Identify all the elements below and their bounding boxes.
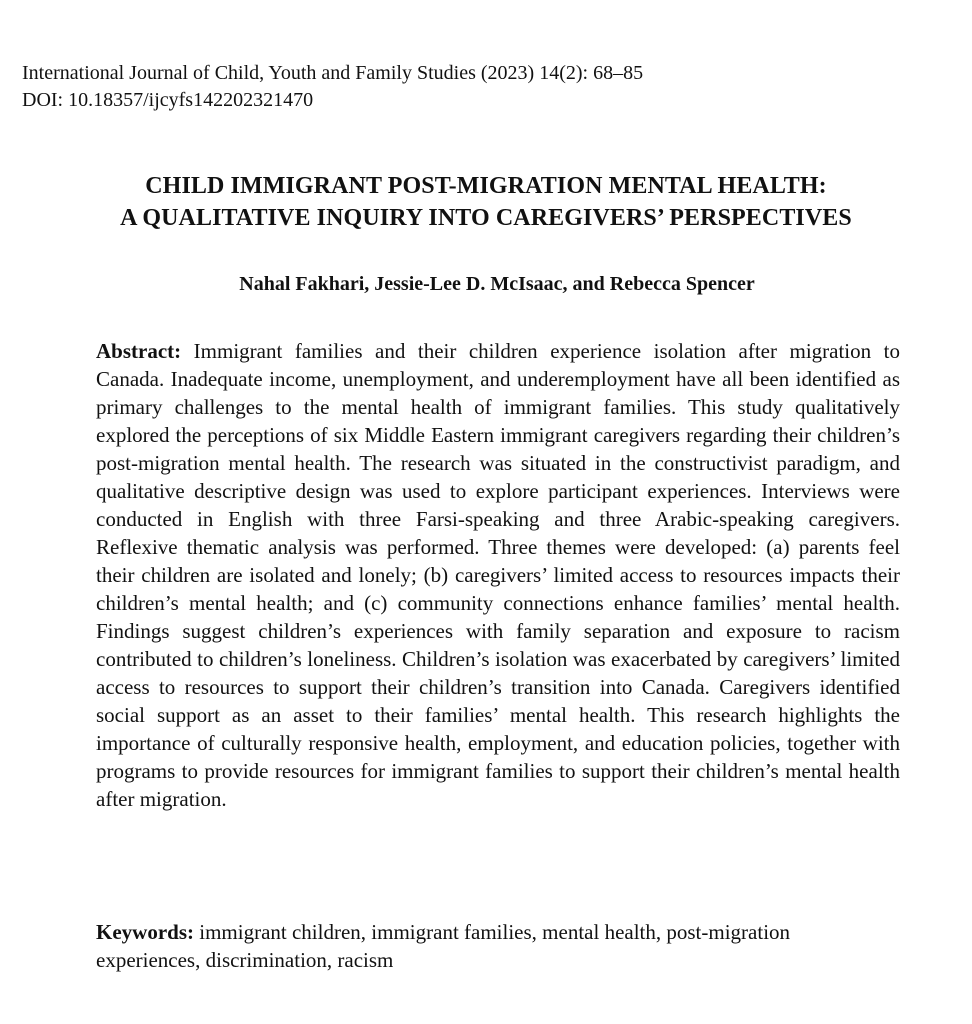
paper-title-line-1: CHILD IMMIGRANT POST-MIGRATION MENTAL HEALTH: <box>145 173 827 199</box>
abstract-label: Abstract: <box>96 339 182 363</box>
paper-title <box>0 170 972 234</box>
keywords-label: Keywords: <box>96 920 194 944</box>
abstract <box>96 337 900 813</box>
journal-citation: International Journal of Child, Youth and Family Studies (2023) 14(2): 68–85 <box>22 62 644 84</box>
doi-line: DOI: 10.18357/ijcyfs142202321470 <box>22 89 314 111</box>
keywords-text: immigrant children, immigrant families, mental health, post-migration experiences, discrimination, racism <box>96 920 791 972</box>
abstract-text: Immigrant families and their children experience isolation after migration to Canada. Inadequate income, unemployment, and underemployment have all been identified as primary challenges to the mental health of immigrant families. This study qualitatively explored the perceptions of six Middle Eastern immigrant caregivers regarding their children’s post-migration mental health. The research was situated in the constructivist paradigm, and qualitative descriptive design was used to explore participant experiences. Interviews were conducted in English with three Farsi-speaking and three Arabic-speaking caregivers. Reflexive thematic analysis was performed. Three themes were developed: (a) parents feel their children are isolated and lonely; (b) caregivers’ limited access to resources impacts their children’s mental health; and (c) community connections enhance families’ mental health. Findings suggest children’s experiences with family separation and exposure to racism contributed to children’s loneliness. Children’s isolation was exacerbated by caregivers’ limited access to resources to support their children’s transition into Canada. Caregivers identified social support as an asset to their families’ mental health. This research highlights the importance of culturally responsive health, employment, and education policies, together with programs to provide resources for immigrant families to support their children’s mental health after migration. <box>96 339 901 811</box>
journal-header <box>22 60 643 114</box>
paper-title-line-2: A QUALITATIVE INQUIRY INTO CAREGIVERS’ PERSPECTIVES <box>120 205 852 231</box>
author-list: Nahal Fakhari, Jessie-Lee D. McIsaac, and Rebecca Spencer <box>239 273 755 295</box>
keywords <box>96 918 826 974</box>
